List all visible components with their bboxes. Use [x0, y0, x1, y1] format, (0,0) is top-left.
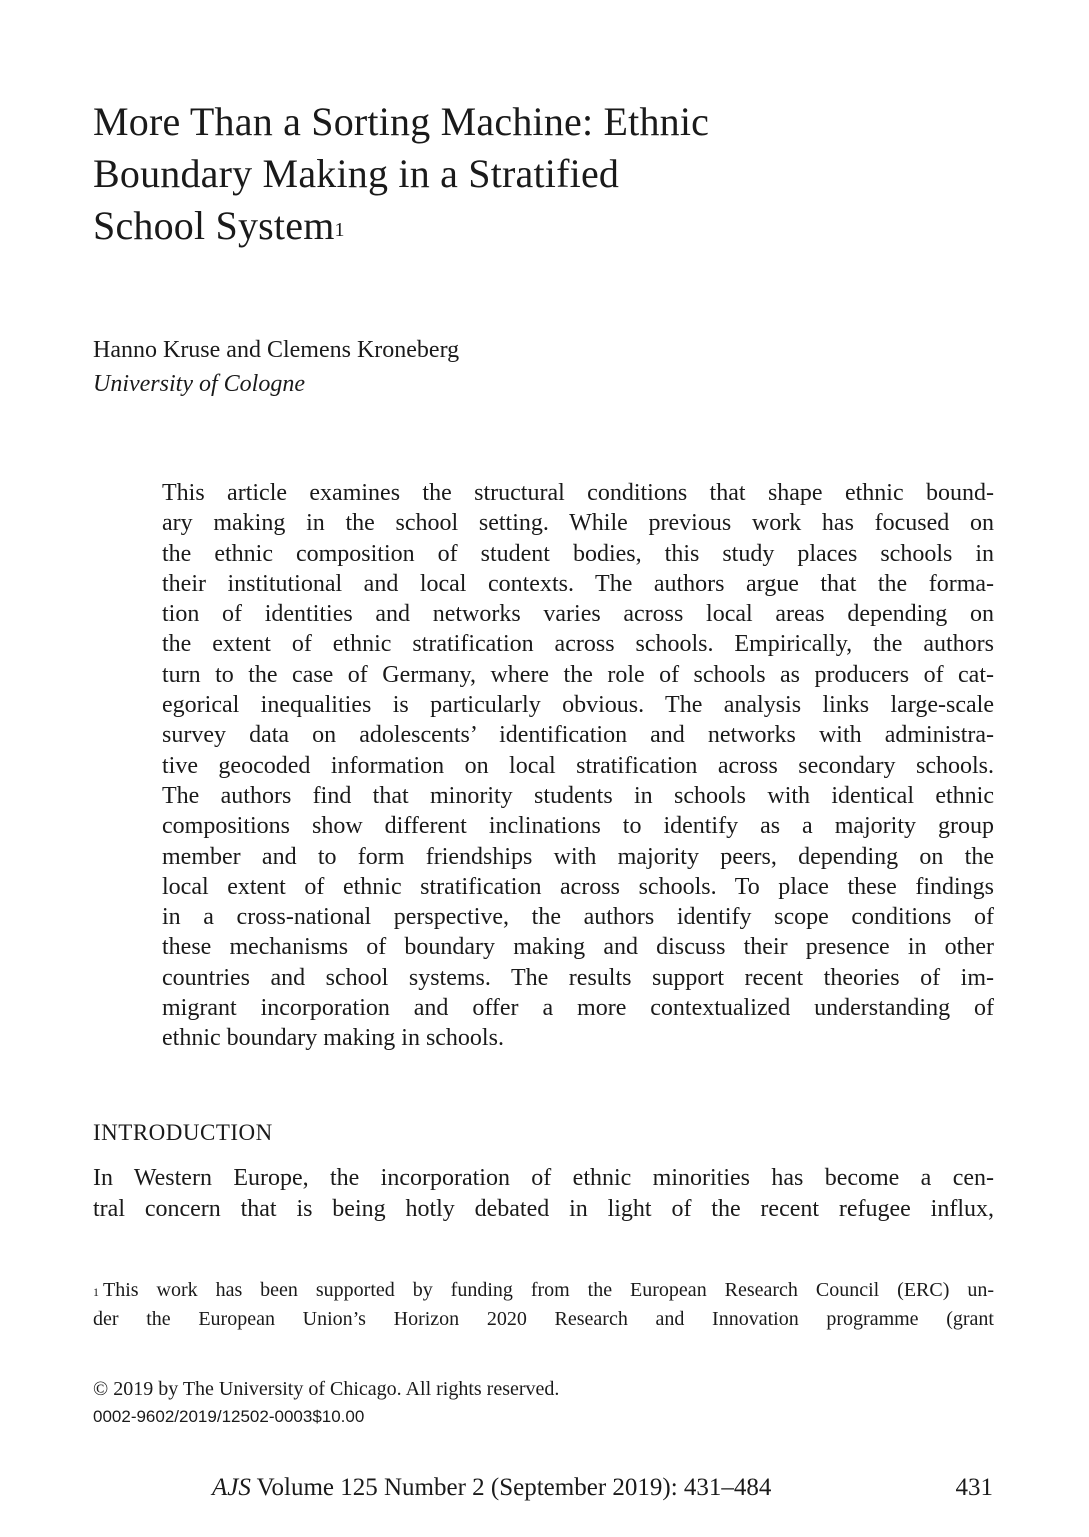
- abstract-line: The authors find that minority students in schools with identical ethnic: [162, 782, 994, 809]
- title-line-2: Boundary Making in a Stratified: [93, 151, 620, 196]
- title-line-3-text: School System: [93, 203, 335, 248]
- title-line-3: [93, 200, 913, 252]
- abstract-line: local extent of ethnic stratification across schools. To place these findings: [162, 873, 994, 900]
- abstract-line: these mechanisms of boundary making and discuss their presence in other: [162, 934, 994, 961]
- abstract: [162, 478, 994, 1054]
- copyright-notice: © 2019 by The University of Chicago. All rights reserved.: [93, 1378, 560, 1400]
- abstract-line: migrant incorporation and offer a more contextualized understanding of: [162, 995, 994, 1022]
- section-heading-introduction: INTRODUCTION: [93, 1120, 273, 1145]
- author-names: Hanno Kruse and Clemens Kroneberg: [93, 337, 460, 363]
- abstract-line: in a cross-national perspective, the authors identify scope conditions of: [162, 904, 994, 931]
- introduction-paragraph: [93, 1163, 994, 1225]
- author-affiliation: University of Cologne: [93, 371, 305, 397]
- abstract-line: egorical inequalities is particularly obvious. The analysis links large-scale: [162, 692, 994, 719]
- body-line: tral concern that is being hotly debated in light of the recent refugee influx,: [93, 1196, 994, 1222]
- abstract-line: survey data on adolescents’ identification and networks with administra-: [162, 722, 994, 749]
- article-title: [93, 96, 913, 252]
- issn-code: 0002-9602/2019/12502-0003$10.00: [93, 1407, 365, 1426]
- abstract-line: ethnic boundary making in schools.: [162, 1025, 504, 1052]
- abstract-line: member and to form friendships with majority peers, depending on the: [162, 843, 994, 870]
- abstract-line: ary making in the school setting. While previous work has focused on: [162, 510, 994, 537]
- abstract-line: the extent of ethnic stratification across schools. Empirically, the authors: [162, 631, 994, 658]
- abstract-line: This article examines the structural conditions that shape ethnic bound-: [162, 480, 994, 506]
- page-number: 431: [955, 1474, 993, 1501]
- abstract-line: their institutional and local contexts. The authors argue that the forma-: [162, 570, 994, 597]
- journal-abbreviation: AJS: [212, 1474, 251, 1501]
- footnote-line: der the European Union’s Horizon 2020 Research and Innovation programme (grant: [93, 1308, 994, 1330]
- abstract-line: tive geocoded information on local stratification across secondary schools.: [162, 752, 994, 779]
- abstract-line: tion of identities and networks varies across local areas depending on: [162, 601, 994, 628]
- title-line-1: More Than a Sorting Machine: Ethnic: [93, 99, 710, 144]
- abstract-line: turn to the case of Germany, where the role of schools as producers of cat-: [162, 661, 994, 688]
- abstract-line: the ethnic composition of student bodies, this study places schools in: [162, 540, 994, 567]
- footnote-line-1-text: This work has been supported by funding from the European Research Council (ERC) un-: [103, 1279, 994, 1301]
- journal-citation: [212, 1472, 771, 1504]
- title-footnote-marker[interactable]: 1: [334, 219, 345, 241]
- abstract-line: countries and school systems. The results support recent theories of im-: [162, 964, 994, 991]
- journal-issue-details: Volume 125 Number 2 (September 2019): 431–484: [250, 1474, 772, 1501]
- footnote: [93, 1276, 994, 1334]
- footnote-line: [93, 1276, 994, 1305]
- footnote-marker: 1: [93, 1285, 99, 1299]
- abstract-line: compositions show different inclinations to identify as a majority group: [162, 813, 994, 840]
- body-line: In Western Europe, the incorporation of ethnic minorities has become a cen-: [93, 1165, 994, 1191]
